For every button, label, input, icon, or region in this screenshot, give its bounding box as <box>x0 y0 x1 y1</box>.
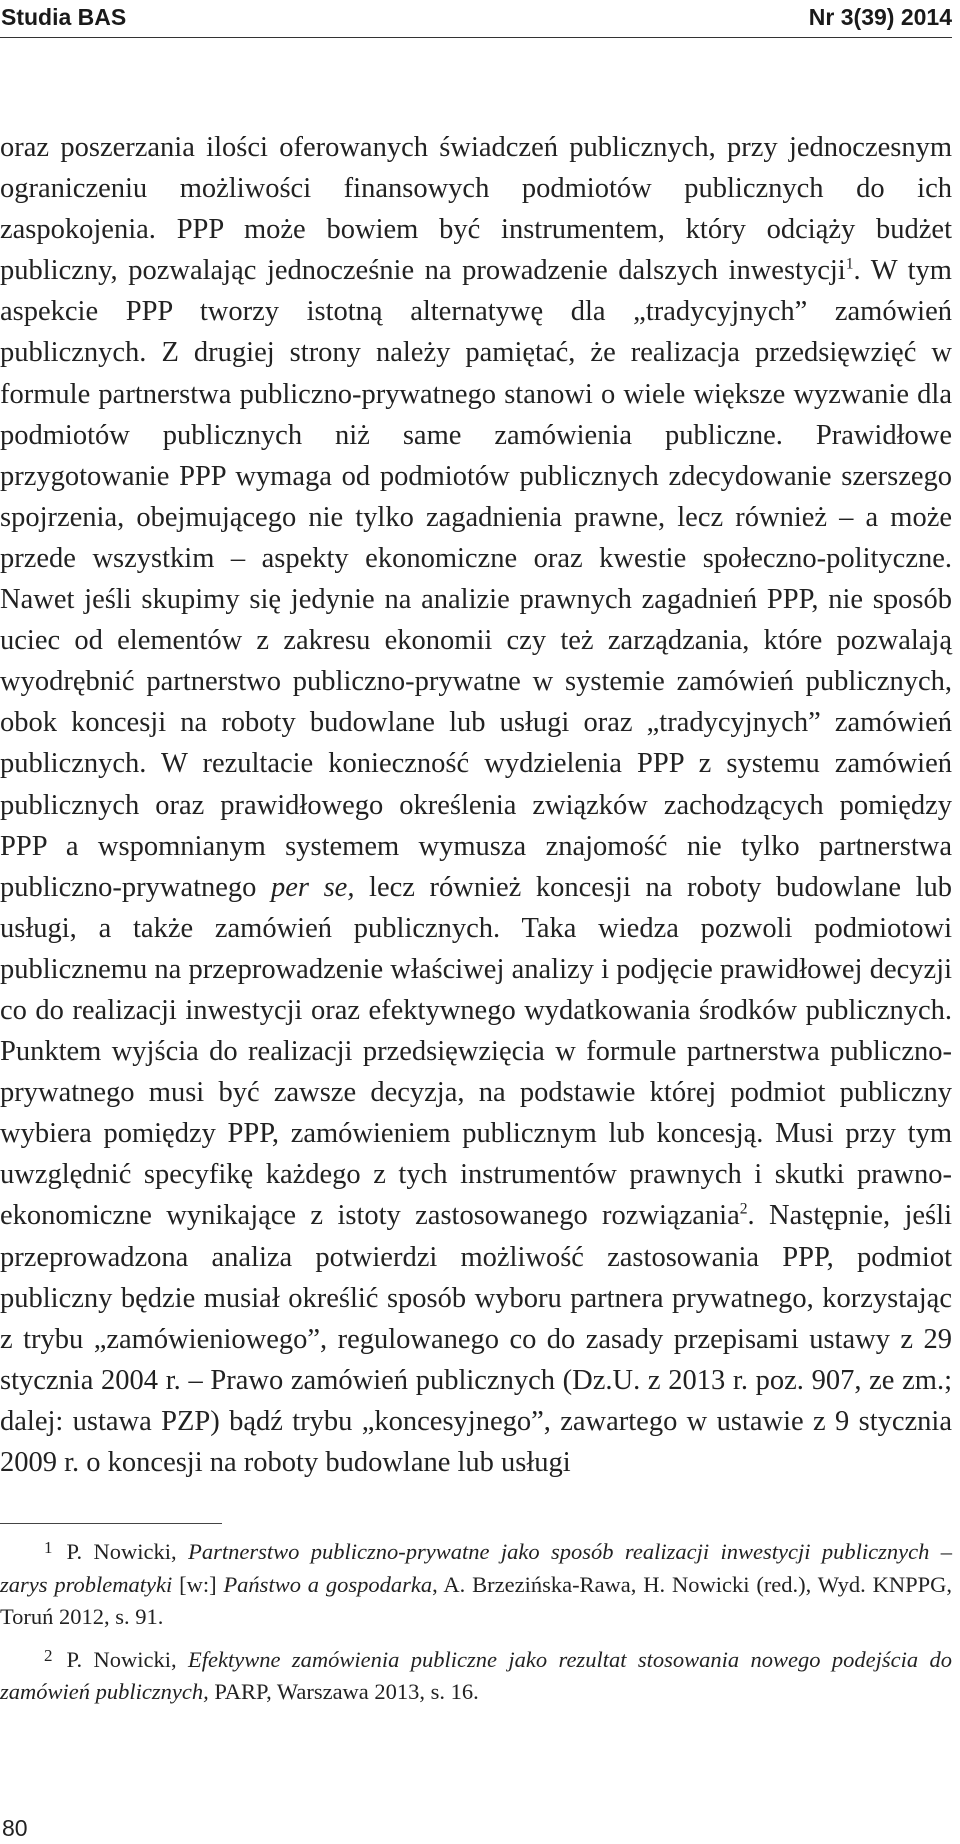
footnote-author: P. Nowicki, <box>66 1539 189 1564</box>
italic-per-se: per se, <box>271 871 355 903</box>
footnote-2 <box>0 1640 952 1709</box>
footnote-in: [w:] <box>172 1571 224 1597</box>
body-paragraph <box>0 127 952 1483</box>
footnote-number: 2 <box>44 1645 53 1665</box>
body-text-part-4: . Następnie, jeśli przeprowadzona analiza potwierdzi możliwość zastosowania PPP, podmiot publiczny będzie musiał określić sposób wyboru partnera prywatnego, korzystając z trybu „zamówieniowego”, regulowanego co do zasady przepisami ustawy z 29 stycznia 2004 r. – Prawo zamówień publicznych (Dz.U. z 2013 r. poz. 907, ze zm.; dalej: ustawa PZP) bądź trybu „koncesyjnego”, zawartego w ustawie z 9 stycznia 2009 r. o koncesji na roboty budowlane lub usługi <box>0 1200 952 1478</box>
issue-number: Nr 3(39) 2014 <box>808 4 952 30</box>
footnote-ref-2[interactable]: 2 <box>739 1200 748 1218</box>
footnote-number: 1 <box>44 1538 53 1557</box>
body-text-part-1: oraz poszerzania ilości oferowanych świadczeń publicznych, przy jednoczesnym ograniczeniu możliwości finansowych podmiotów publicznych do ich zaspokojenia. PPP może bowiem być instrumentem, który odciąży budżet publiczny, pozwalając jednocześnie na prowadzenie dalszych inwestycji <box>0 132 952 287</box>
body-text-part-2: . W tym aspekcie PPP tworzy istotną alternatywę dla „tradycyjnych” zamówień publicznych. Z drugiej strony należy pamiętać, że realizacja przedsięwzięć w formule partnerstwa publiczno-prywatnego stanowi o wiele większe wyzwanie dla podmiotów publicznych niż same zamówienia publiczne. Prawidłowe przygotowanie PPP wymaga od podmiotów publicznych zdecydowanie szerszego spojrzenia, obejmującego nie tylko zagadnienia prawne, lecz również – a może przede wszystkim – aspekty ekonomiczne oraz kwestie społeczno-polityczne. Nawet jeśli skupimy się jedynie na analizie prawnych zagadnień PPP, nie sposób uciec od elementów z zakresu ekonomii czy też zarządzania, które pozwalają wyodrębnić partnerstwo publiczno-prywatne w systemie zamówień publicznych, obok koncesji na roboty budowlane lub usługi oraz „tradycyjnych” zamówień publicznych. W rezultacie konieczność wydzielenia PPP z systemu zamówień publicznych oraz prawidłowego określenia związków zachodzących pomiędzy PPP a wspomnianym systemem wymusza znajomość nie tylko partnerstwa publiczno-prywatnego <box>0 255 952 903</box>
journal-title: Studia BAS <box>1 4 127 30</box>
footnote-1 <box>0 1532 952 1634</box>
body-text-part-3: lecz również koncesji na roboty budowlane lub usługi, a także zamówień publicznych. Taka wiedza pozwoli podmiotowi publicznemu na przeprowadzenie właściwej analizy i podjęcie prawidłowej decyzji co do realizacji inwestycji oraz efektywnego wydatkowania środków publicznych. Punktem wyjścia do realizacji przedsięwzięcia w formule partnerstwa publiczno-prywatnego musi być zawsze decyzja, na podstawie której podmiot publiczny wybiera pomiędzy PPP, zamówieniem publicznym lub koncesją. Musi przy tym uwzględnić specyfikę każdego z tych instrumentów prawnych i skutki prawno-ekonomiczne wynikające z istoty zastosowanego rozwiązania <box>0 871 952 1232</box>
footnote-book-title: Państwo a gospodarka <box>223 1571 433 1597</box>
footnote-title: Partnerstwo publiczno-prywatne jako sposób realizacji inwestycji publicznych – zarys problematyki <box>0 1539 952 1597</box>
footnote-title: Efektywne zamówienia publiczne jako rezultat stosowania nowego podejścia do zamówień publicznych, <box>0 1646 952 1705</box>
footnote-details: , A. Brzezińska-Rawa, H. Nowicki (red.), Wyd. KNPPG, Toruń 2012, s. 91. <box>0 1571 952 1630</box>
footnotes <box>0 1532 952 1715</box>
running-header <box>0 4 952 36</box>
footnote-author: P. Nowicki, <box>66 1646 189 1672</box>
footnote-rule <box>0 1523 222 1524</box>
page-number: 80 <box>2 1815 28 1841</box>
footnote-details: PARP, Warszawa 2013, s. 16. <box>208 1679 479 1705</box>
footnote-ref-1[interactable]: 1 <box>845 255 854 273</box>
header-rule <box>0 37 952 38</box>
